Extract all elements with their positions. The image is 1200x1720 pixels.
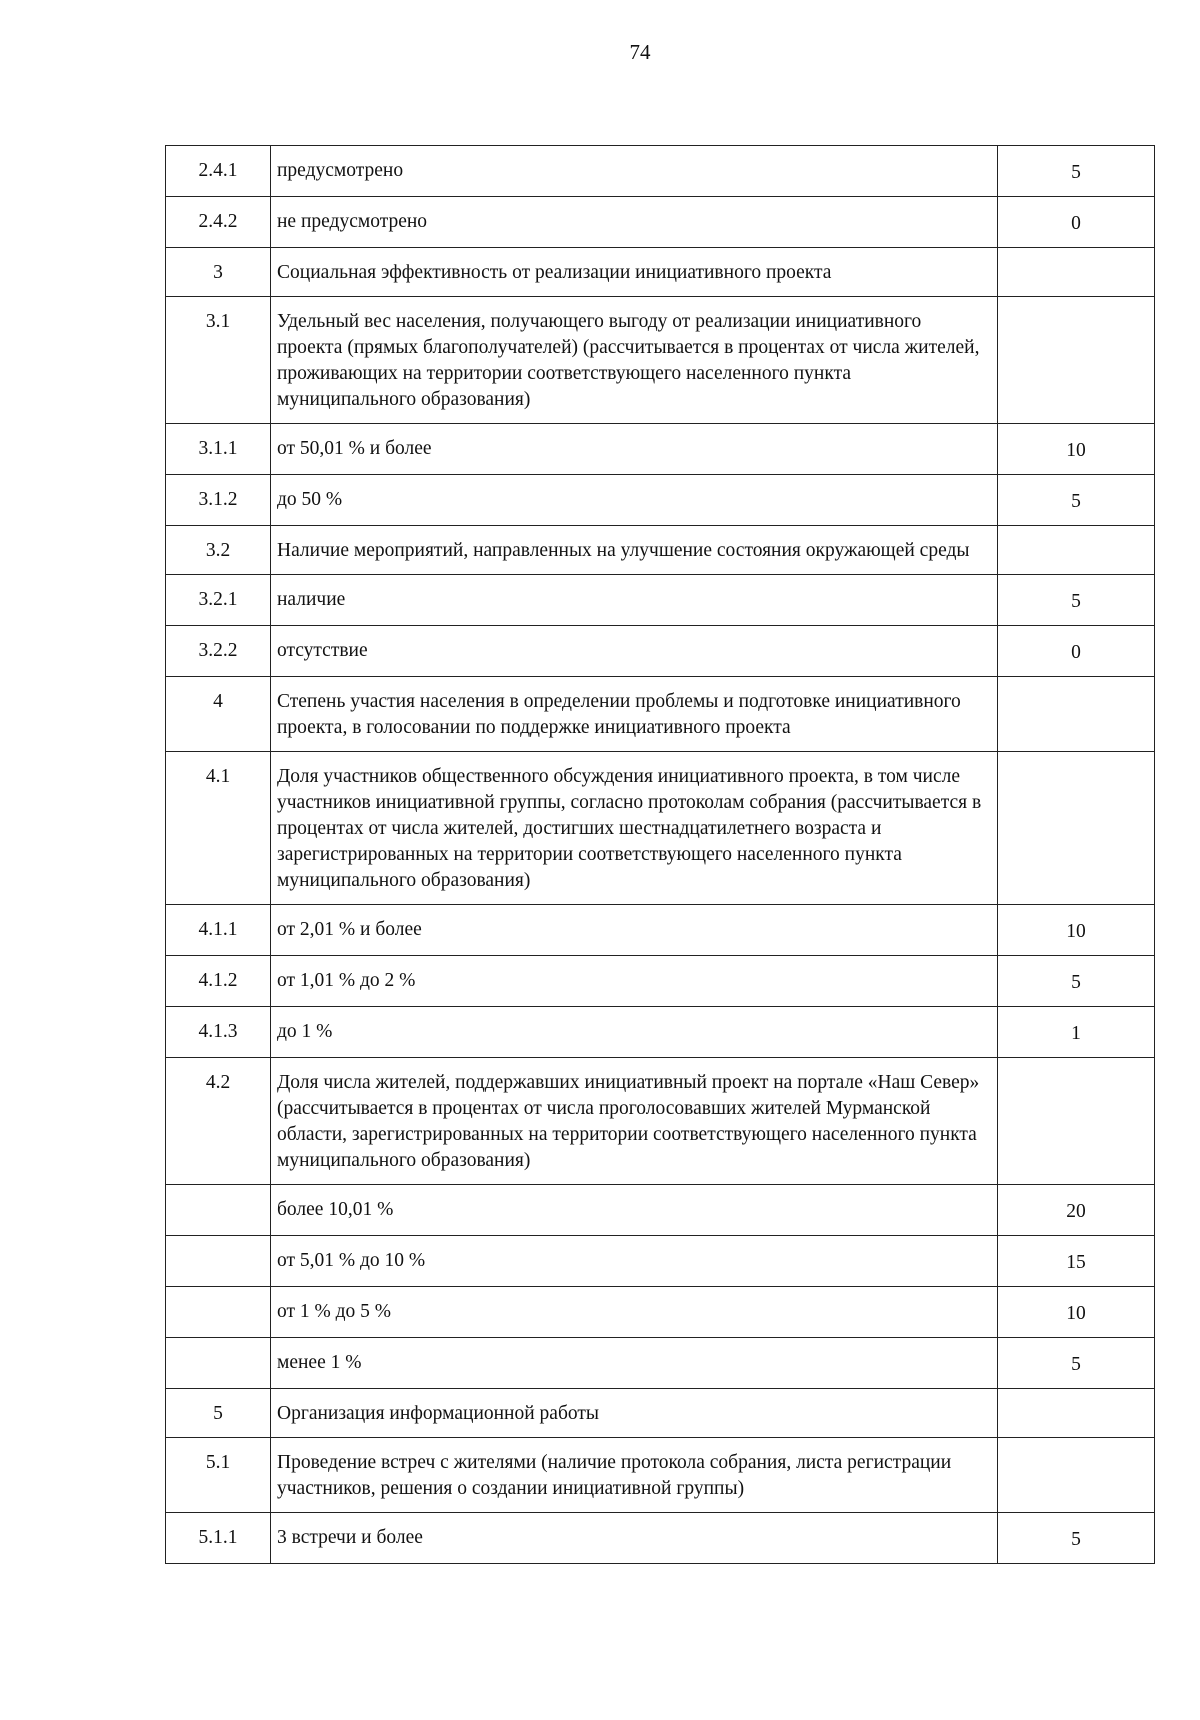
row-description: менее 1 % (271, 1338, 998, 1389)
row-score (998, 752, 1155, 905)
row-score: 15 (998, 1236, 1155, 1287)
table-row (166, 1389, 1155, 1438)
row-score (998, 1058, 1155, 1185)
table-row (166, 1438, 1155, 1513)
row-score: 10 (998, 424, 1155, 475)
row-number: 4.1 (166, 752, 271, 905)
row-number: 4.1.3 (166, 1007, 271, 1058)
row-score: 5 (998, 1338, 1155, 1389)
row-number: 3.2.2 (166, 626, 271, 677)
table-row (166, 1185, 1155, 1236)
table-row (166, 626, 1155, 677)
row-number: 3.1 (166, 297, 271, 424)
row-description: до 1 % (271, 1007, 998, 1058)
row-score: 5 (998, 575, 1155, 626)
row-description: от 5,01 % до 10 % (271, 1236, 998, 1287)
row-number (166, 1185, 271, 1236)
row-score (998, 1438, 1155, 1513)
row-number: 3.1.2 (166, 475, 271, 526)
table-row (166, 752, 1155, 905)
row-description: предусмотрено (271, 146, 998, 197)
row-description: отсутствие (271, 626, 998, 677)
table-row (166, 197, 1155, 248)
row-score: 5 (998, 956, 1155, 1007)
table-row (166, 475, 1155, 526)
row-number: 4.1.1 (166, 905, 271, 956)
row-score: 5 (998, 146, 1155, 197)
row-number: 5 (166, 1389, 271, 1438)
row-number: 3.2 (166, 526, 271, 575)
row-description: от 1,01 % до 2 % (271, 956, 998, 1007)
table-row (166, 297, 1155, 424)
row-score: 5 (998, 475, 1155, 526)
row-description: более 10,01 % (271, 1185, 998, 1236)
row-score (998, 526, 1155, 575)
row-number: 3.1.1 (166, 424, 271, 475)
row-number: 4.2 (166, 1058, 271, 1185)
row-description: Проведение встреч с жителями (наличие протокола собрания, листа регистрации участников, решения о создании инициативной группы) (271, 1438, 998, 1513)
row-description: 3 встречи и более (271, 1513, 998, 1564)
row-number (166, 1338, 271, 1389)
row-number: 5.1.1 (166, 1513, 271, 1564)
row-score: 0 (998, 197, 1155, 248)
criteria-table-body (166, 146, 1155, 1564)
row-number (166, 1236, 271, 1287)
row-score: 10 (998, 905, 1155, 956)
row-description: Наличие мероприятий, направленных на улучшение состояния окружающей среды (271, 526, 998, 575)
row-score (998, 677, 1155, 752)
row-description: Доля числа жителей, поддержавших инициативный проект на портале «Наш Север» (рассчитывается в процентах от числа проголосовавших жителей Мурманской области, зарегистрированных на территории соответствующего населенного пункта муниципального образования) (271, 1058, 998, 1185)
table-row (166, 1287, 1155, 1338)
row-description: Степень участия населения в определении проблемы и подготовке инициативного проекта, в голосовании по поддержке инициативного проекта (271, 677, 998, 752)
table-row (166, 146, 1155, 197)
table-row (166, 905, 1155, 956)
row-description: от 50,01 % и более (271, 424, 998, 475)
row-description: Организация информационной работы (271, 1389, 998, 1438)
row-number: 4 (166, 677, 271, 752)
row-description: Социальная эффективность от реализации инициативного проекта (271, 248, 998, 297)
page-number: 74 (629, 40, 651, 64)
row-score (998, 297, 1155, 424)
row-number: 3.2.1 (166, 575, 271, 626)
row-score: 10 (998, 1287, 1155, 1338)
table-row (166, 1058, 1155, 1185)
table-row (166, 956, 1155, 1007)
row-number: 2.4.2 (166, 197, 271, 248)
row-number (166, 1287, 271, 1338)
row-score: 20 (998, 1185, 1155, 1236)
table-row (166, 1236, 1155, 1287)
table-row (166, 424, 1155, 475)
table-row (166, 677, 1155, 752)
row-score: 5 (998, 1513, 1155, 1564)
row-number: 5.1 (166, 1438, 271, 1513)
row-description: от 2,01 % и более (271, 905, 998, 956)
row-description: от 1 % до 5 % (271, 1287, 998, 1338)
table-row (166, 1007, 1155, 1058)
row-description: Удельный вес населения, получающего выгоду от реализации инициативного проекта (прямых благополучателей) (рассчитывается в процентах от числа жителей, проживающих на территории соответствующего населенного пункта муниципального образования) (271, 297, 998, 424)
row-description: Доля участников общественного обсуждения инициативного проекта, в том числе участников инициативной группы, согласно протоколам собрания (рассчитывается в процентах от числа жителей, достигших шестнадцатилетнего возраста и зарегистрированных на территории соответствующего населенного пункта муниципального образования) (271, 752, 998, 905)
row-number: 4.1.2 (166, 956, 271, 1007)
table-row (166, 526, 1155, 575)
table-row (166, 1513, 1155, 1564)
row-description: не предусмотрено (271, 197, 998, 248)
row-number: 2.4.1 (166, 146, 271, 197)
table-row (166, 575, 1155, 626)
criteria-table (165, 145, 1155, 1564)
row-score (998, 1389, 1155, 1438)
row-score: 1 (998, 1007, 1155, 1058)
row-score (998, 248, 1155, 297)
row-description: до 50 % (271, 475, 998, 526)
table-row (166, 248, 1155, 297)
row-score: 0 (998, 626, 1155, 677)
row-description: наличие (271, 575, 998, 626)
row-number: 3 (166, 248, 271, 297)
table-row (166, 1338, 1155, 1389)
